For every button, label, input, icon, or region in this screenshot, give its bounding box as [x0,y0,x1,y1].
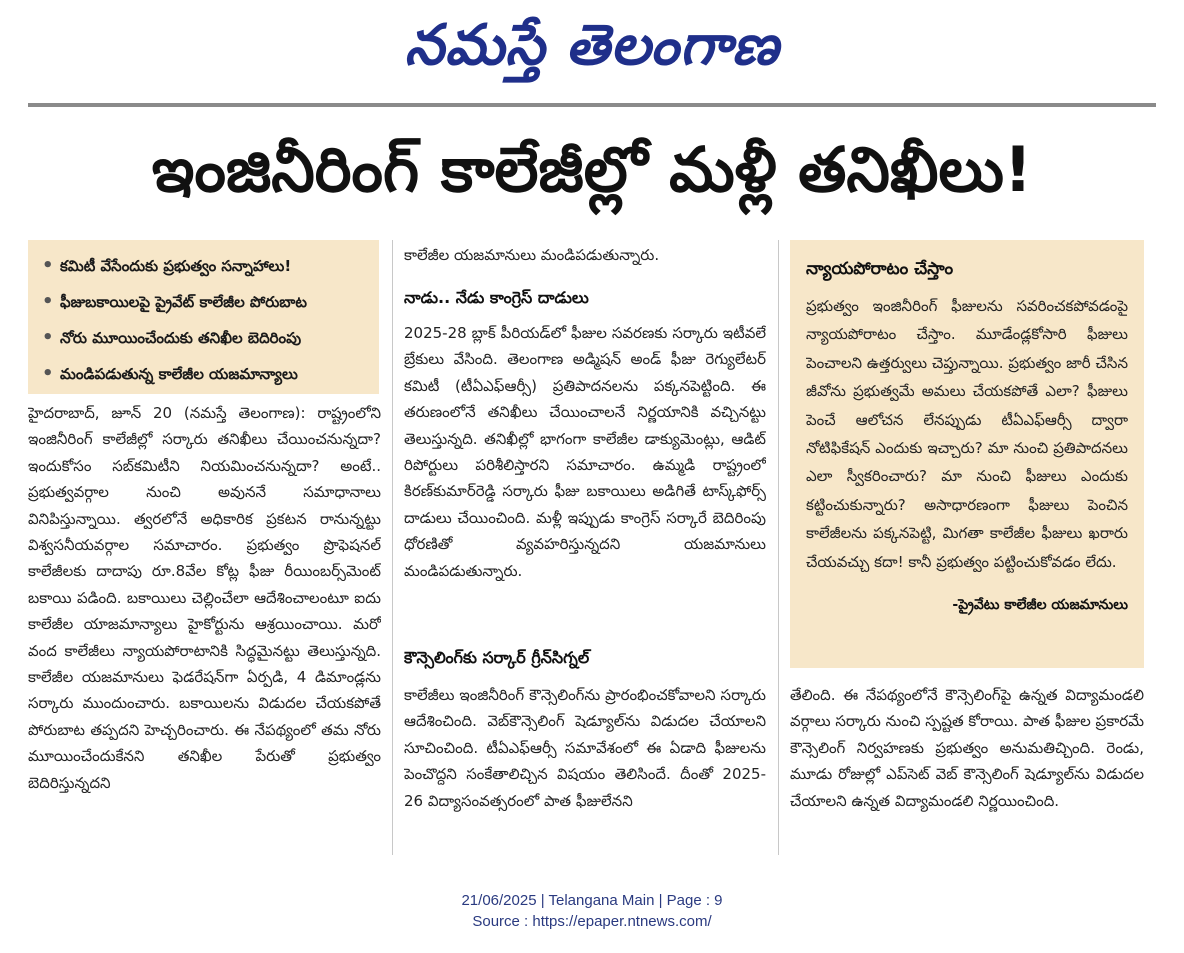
column-divider [778,240,779,855]
subheading-2: కౌన్సెలింగ్‌కు సర్కార్ గ్రీన్‌సిగ్నల్ [404,648,590,667]
highlight-item [40,356,371,392]
column-1-text: హైదరాబాద్, జూన్ 20 (నమస్తే తెలంగాణ): రాష్ట్రంలోని ఇంజినీరింగ్ కాలేజీల్లో సర్కారు తనిఖీలు చేయించనున్నదా? ఇందుకోసం సబ్‌కమిటీని నియమించనున్నదా? అంటే.. ప్రభుత్వవర్గాల నుంచి అవుననే సమాధానాలు వినిపిస్తున్నాయి. త్వరలోనే అధికారిక ప్రకటన రానున్నట్టు విశ్వసనీయవర్గాల సమాచారం. ప్రభుత్వం ప్రొఫెషనల్ కాలేజీలకు దాదాపు రూ.8వేల కోట్ల ఫీజు రీయింబర్స్‌మెంట్ బకాయి పడింది. బకాయిలు చెల్లించేలా ఆదేశించాలంటూ ఐదు కాలేజీల యాజమాన్యాలు హైకోర్టును ఆశ్రయించాయి. మరో వంద కాలేజీలు న్యాయపోరాటానికి సిద్ధమైనట్టు తెలుస్తున్నది. కాలేజీల యజమానులు ఫెడరేషన్‌గా ఏర్పడి, 4 డిమాండ్లను సర్కారు ముందుంచారు. బకాయిలను విడుదల చేయకపోతే పోరుబాట తప్పదని హెచ్చరించారు. ఈ నేపథ్యంలో తమ నోరు మూయించేందుకేనని తనిఖీల పేరుతో ప్రభుత్వం బెదిరిస్తున్నదని [28,404,381,792]
article-column-2 [404,320,766,620]
article-headline: ఇంజినీరింగ్ కాలేజీల్లో మళ్లీ తనిఖీలు! [151,133,1033,206]
footer-date-line: 21/06/2025 | Telangana Main | Page : 9 [461,892,723,909]
sidebar-title: న్యాయపోరాటం చేస్తాం [806,259,954,279]
column-2b-text: కాలేజీలు ఇంజినీరింగ్ కౌన్సెలింగ్‌ను ప్రారంభించకోవాలని సర్కారు ఆదేశించింది. వెబ్‌కౌన్సెలింగ్ షెడ్యూల్‌ను విడుదల చేయాలని సూచించింది. టీఏఎఫ్‌ఆర్సీ సమావేశంలో ఈ ఏడాది ఫీజులను పెంచొద్దని సంకేతాలిచ్చిన విషయం తెలిసిందే. దీంతో 2025- 26 విద్యాసంవత్సరంలో పాత ఫీజులేనని [404,686,766,810]
column-3-text: తేలింది. ఈ నేపథ్యంలోనే కౌన్సెలింగ్‌పై ఉన్నత విద్యామండలి వర్గాలు సర్కారు నుంచి స్పష్టత కోరాయి. పాత ఫీజుల ప్రకారమే కౌన్సెలింగ్ నిర్వహణకు ప్రభుత్వం అనుమతిచ్చింది. రెండు, మూడు రోజుల్లో ఎప్‌సెట్ వెబ్ కౌన్సెలింగ్ షెడ్యూల్‌ను విడుదల చేయాలని ఉన్నత విద్యామండలి నిర్ణయించింది. [790,686,1144,810]
highlight-text: మండిపడుతున్న కాలేజీల యజమాన్యాలు [60,365,298,383]
article-column-1 [28,400,381,860]
quote-sidebar [790,240,1144,668]
masthead-divider [28,103,1156,107]
highlight-text: ఫీజుబకాయిలపై ప్రైవేట్ కాలేజీల పోరుబాట [60,293,307,311]
highlights-box [28,240,379,394]
bullet-icon: • [42,363,54,384]
subheading-1: నాడు.. నేడు కాంగ్రెస్ దాడులు [404,288,589,307]
footer-source-line: Source : https://epaper.ntnews.com/ [472,913,712,930]
column-divider [392,240,393,855]
highlight-text: నోరు మూయించేందుకు తనిఖీల బెదిరింపు [60,329,302,347]
sidebar-signature: -ప్రైవేటు కాలేజీల యజమానులు [952,597,1128,613]
bullet-icon: • [42,291,54,312]
article-column-3 [790,682,1144,852]
bullet-icon: • [42,255,54,276]
column-2-top-text: కాలేజీల యజమానులు మండిపడుతున్నారు. [404,246,660,264]
highlight-item [40,320,371,356]
sidebar-body: ప్రభుత్వం ఇంజినీరింగ్ ఫీజులను సవరించకపోవడంపై న్యాయపోరాటం చేస్తాం. మూడేండ్లకోసారి ఫీజులు పెంచాలని ఉత్తర్వులు చెప్తున్నాయి. ప్రభుత్వం జారీ చేసిన జీవోను ప్రభుత్వమే అమలు చేయకపోతే ఎలా? ఫీజులు పెంచే ఆలోచన లేనప్పుడు టీఏఎఫ్‌ఆర్సీ ద్వారా నోటిఫికేషన్ ఎందుకు ఇచ్చారు? మా నుంచి ప్రతిపాదనలు ఎలా స్వీకరించారు? మా నుంచి ఫీజులు ఎందుకు కట్టించుకున్నారు? అసాధారణంగా ఫీజులు పెంచిన కాలేజీలను పక్కనపెట్టి, మిగతా కాలేజీల ఫీజులు ఖరారు చేయవచ్చు కదా! కానీ ప్రభుత్వం పట్టించుకోవడం లేదు. [806,297,1128,571]
highlight-item [40,248,371,284]
highlight-text: కమిటీ వేసేందుకు ప్రభుత్వం సన్నాహాలు! [60,257,292,275]
newspaper-masthead: నమస్తే తెలంగాణ [404,13,780,78]
page-footer [0,890,1184,932]
bullet-icon: • [42,327,54,348]
column-2-text: 2025-28 బ్లాక్ పీరియడ్‌లో ఫీజుల సవరణకు సర్కారు ఇటీవలే బ్రేకులు వేసింది. తెలంగాణ అడ్మిషన్ అండ్ ఫీజు రెగ్యులేటర్ కమిటీ (టీఏఎఫ్‌ఆర్సీ) ప్రతిపాదనలను పక్కనపెట్టింది. ఈ తరుణంలోనే తనిఖీలు చేయించాలనే నిర్ణయానికి వచ్చినట్టు తెలుస్తున్నది. తనిఖీల్లో భాగంగా కాలేజీల డాక్యుమెంట్లు, ఆడిట్ రిపోర్టులు పరిశీలిస్తారని సమాచారం. ఉమ్మడి రాష్ట్రంలో కిరణ్‌కుమార్‌రెడ్డి సర్కారు ఫీజు బకాయిలు అడిగితే టాస్క్‌ఫోర్స్ దాడులు చేయించింది. మళ్లీ ఇప్పుడు కాంగ్రెస్ సర్కారే బెదిరింపు ధోరణితో వ్యవహరిస్తున్నదని యజమానులు మండిపడుతున్నారు. [404,324,766,580]
highlight-item [40,284,371,320]
article-column-2-top [404,242,766,268]
article-column-2b [404,682,766,852]
